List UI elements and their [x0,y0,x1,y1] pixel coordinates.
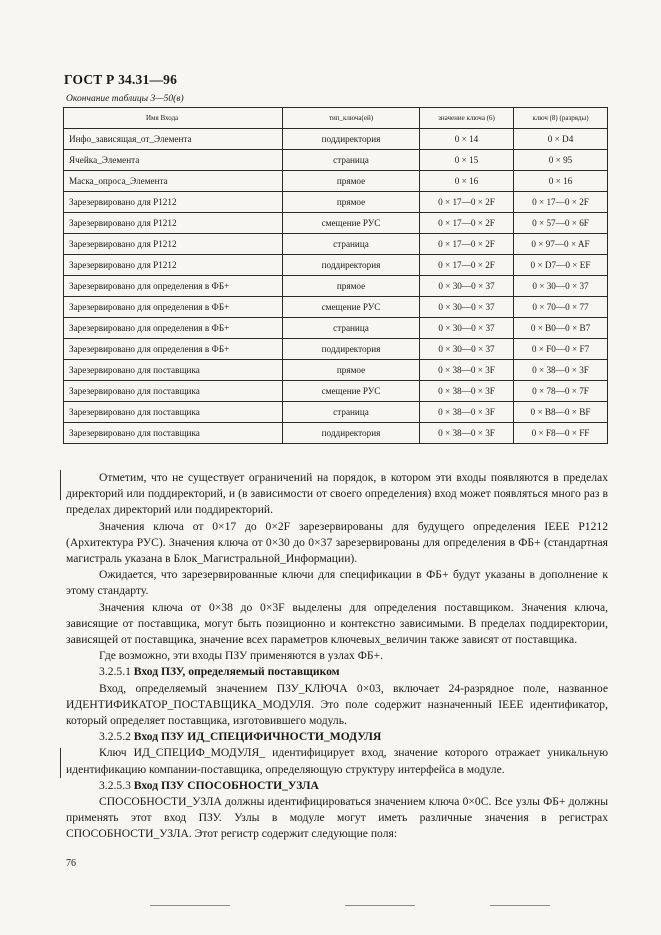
footer-rule [490,905,550,906]
cell-entry-name: Зарезервировано для определения в ФБ+ [64,339,283,360]
table-row [64,129,608,150]
cell-key-bits: 0 × 78—0 × 7F [514,381,608,402]
cell-entry-name: Зарезервировано для P1212 [64,192,283,213]
section-heading [66,664,608,680]
cell-key-type: страница [283,150,420,171]
revision-bar [60,470,61,500]
cell-key-value: 0 × 38—0 × 3F [420,423,514,444]
cell-key-type: поддиректория [283,255,420,276]
document-code: ГОСТ Р 34.31—96 [64,72,178,87]
cell-key-bits: 0 × D4 [514,129,608,150]
revision-bar [60,748,61,778]
section-heading [66,729,608,745]
cell-key-bits: 0 × F8—0 × FF [514,423,608,444]
column-header-key-value: значение ключа (6) [420,108,514,129]
cell-entry-name: Зарезервировано для определения в ФБ+ [64,318,283,339]
cell-key-type: смещение РУС [283,381,420,402]
cell-entry-name: Зарезервировано для поставщика [64,402,283,423]
cell-key-bits: 0 × 16 [514,171,608,192]
cell-entry-name: Инфо_зависящая_от_Элемента [64,129,283,150]
cell-key-bits: 0 × 95 [514,150,608,171]
table-row [64,360,608,381]
table-header-row [64,108,608,129]
cell-entry-name: Зарезервировано для P1212 [64,213,283,234]
section-number: 3.2.5.1 [99,665,131,679]
cell-key-value: 0 × 38—0 × 3F [420,402,514,423]
cell-key-bits: 0 × 70—0 × 77 [514,297,608,318]
cell-key-bits: 0 × D7—0 × EF [514,255,608,276]
section-number: 3.2.5.3 [99,778,131,792]
cell-key-type: прямое [283,276,420,297]
cell-key-bits: 0 × 17—0 × 2F [514,192,608,213]
section-heading [66,778,608,794]
cell-key-value: 0 × 15 [420,150,514,171]
cell-key-value: 0 × 17—0 × 2F [420,192,514,213]
cell-key-value: 0 × 14 [420,129,514,150]
paragraph: Значения ключа от 0×17 до 0×2F зарезервированы для будущего определения IEEE P1212 (Архитектура РУС). Значения ключа от 0×30 до 0×37 зарезервированы для определения в ФБ+ (стандартная магистраль указана в Блок_Магистральной_Информации). [66,519,608,566]
cell-key-bits: 0 × B8—0 × BF [514,402,608,423]
table-row [64,213,608,234]
table-row [64,150,608,171]
cell-key-bits: 0 × 38—0 × 3F [514,360,608,381]
cell-key-bits: 0 × 97—0 × AF [514,234,608,255]
cell-key-value: 0 × 38—0 × 3F [420,381,514,402]
cell-entry-name: Зарезервировано для определения в ФБ+ [64,297,283,318]
cell-entry-name: Зарезервировано для поставщика [64,360,283,381]
paragraph: СПОСОБНОСТИ_УЗЛА должны идентифицироваться значением ключа 0×0С. Все узлы ФБ+ должны применять этот вход ПЗУ. Узлы в модуле могут иметь различные значения в регистрах СПОСОБНОСТИ_УЗЛА. Этот регистр содержит следующие поля: [66,795,608,841]
column-header-key-type: тип_ключа(ей) [283,108,420,129]
cell-entry-name: Маска_опроса_Элемента [64,171,283,192]
cell-key-type: поддиректория [283,423,420,444]
cell-key-value: 0 × 30—0 × 37 [420,297,514,318]
table-row [64,171,608,192]
cell-key-value: 0 × 30—0 × 37 [420,318,514,339]
paragraph: Значения ключа от 0×38 до 0×3F выделены для определения поставщиком. Значения ключа, зависящие от поставщика, могут быть позиционно и контекстно зависимыми. В пределах поддиректории, зависящей от поставщика, значение всех параметров ключевых_величин также зависят от поставщика. [66,600,608,647]
paragraph: Вход, определяемый значением ПЗУ_КЛЮЧА 0×03, включает 24-разрядное поле, названное ИДЕНТИФИКАТОР_ПОСТАВЩИКА_МОДУЛЯ. Это поле содержит назначенный IEEE идентификатор, который определяет поставщика, изготовившего модуль. [66,681,608,728]
section-title: Вход ПЗУ ИД_СПЕЦИФИЧНОСТИ_МОДУЛЯ [133,730,382,744]
cell-key-type: смещение РУС [283,297,420,318]
footer-rule [345,905,415,906]
cell-entry-name: Зарезервировано для P1212 [64,234,283,255]
body-text [66,470,608,843]
cell-key-value: 0 × 17—0 × 2F [420,234,514,255]
table-row [64,255,608,276]
section-title: Вход ПЗУ, определяемый поставщиком [133,665,340,679]
footer-rule [150,905,230,906]
cell-entry-name: Зарезервировано для поставщика [64,423,283,444]
cell-entry-name: Зарезервировано для поставщика [64,381,283,402]
cell-key-value: 0 × 30—0 × 37 [420,276,514,297]
cell-key-type: прямое [283,360,420,381]
table-caption: Окончание таблицы 3—50(в) [66,94,184,104]
cell-key-bits: 0 × F0—0 × F7 [514,339,608,360]
cell-key-type: смещение РУС [283,213,420,234]
table-row [64,339,608,360]
table-row [64,234,608,255]
cell-key-value: 0 × 16 [420,171,514,192]
cell-entry-name: Ячейка_Элемента [64,150,283,171]
paragraph: Ожидается, что зарезервированные ключи для спецификации в ФБ+ будут указаны в дополнение к этому стандарту. [66,568,608,598]
table-row [64,297,608,318]
table-row [64,192,608,213]
cell-key-value: 0 × 38—0 × 3F [420,360,514,381]
paragraph: Ключ ИД_СПЕЦИФ_МОДУЛЯ_ идентифицирует вход, значение которого отражает уникальную идентификацию компании-поставщика, определяющую структуру интерфейса в модуле. [66,746,608,776]
paragraph: Где возможно, эти входы ПЗУ применяются в узлах ФБ+. [99,649,384,663]
cell-key-value: 0 × 30—0 × 37 [420,339,514,360]
column-header-entry-name: Имя Входа [64,108,283,129]
table-row [64,318,608,339]
cell-key-type: страница [283,402,420,423]
table-row [64,276,608,297]
paragraph: Отметим, что не существует ограничений на порядок, в котором эти входы появляются в пределах директорий или поддиректорий, и (в зависимости от своего определения) вход может появляться много раз в пределах директорий или поддиректорий. [66,471,608,517]
cell-key-value: 0 × 17—0 × 2F [420,213,514,234]
cell-key-bits: 0 × 57—0 × 6F [514,213,608,234]
cell-entry-name: Зарезервировано для определения в ФБ+ [64,276,283,297]
table-row [64,402,608,423]
cell-key-type: поддиректория [283,339,420,360]
cell-key-type: прямое [283,171,420,192]
table-row [64,423,608,444]
section-number: 3.2.5.2 [99,730,131,744]
rom-entries-table [63,107,608,444]
cell-key-value: 0 × 17—0 × 2F [420,255,514,276]
cell-key-bits: 0 × 30—0 × 37 [514,276,608,297]
table-row [64,381,608,402]
cell-key-type: страница [283,234,420,255]
cell-key-bits: 0 × B0—0 × B7 [514,318,608,339]
cell-key-type: поддиректория [283,129,420,150]
page-number: 76 [66,858,76,869]
cell-key-type: страница [283,318,420,339]
cell-entry-name: Зарезервировано для P1212 [64,255,283,276]
column-header-key-bits: ключ (8) (разряды) [514,108,608,129]
section-title: Вход ПЗУ СПОСОБНОСТИ_УЗЛА [133,778,319,792]
cell-key-type: прямое [283,192,420,213]
